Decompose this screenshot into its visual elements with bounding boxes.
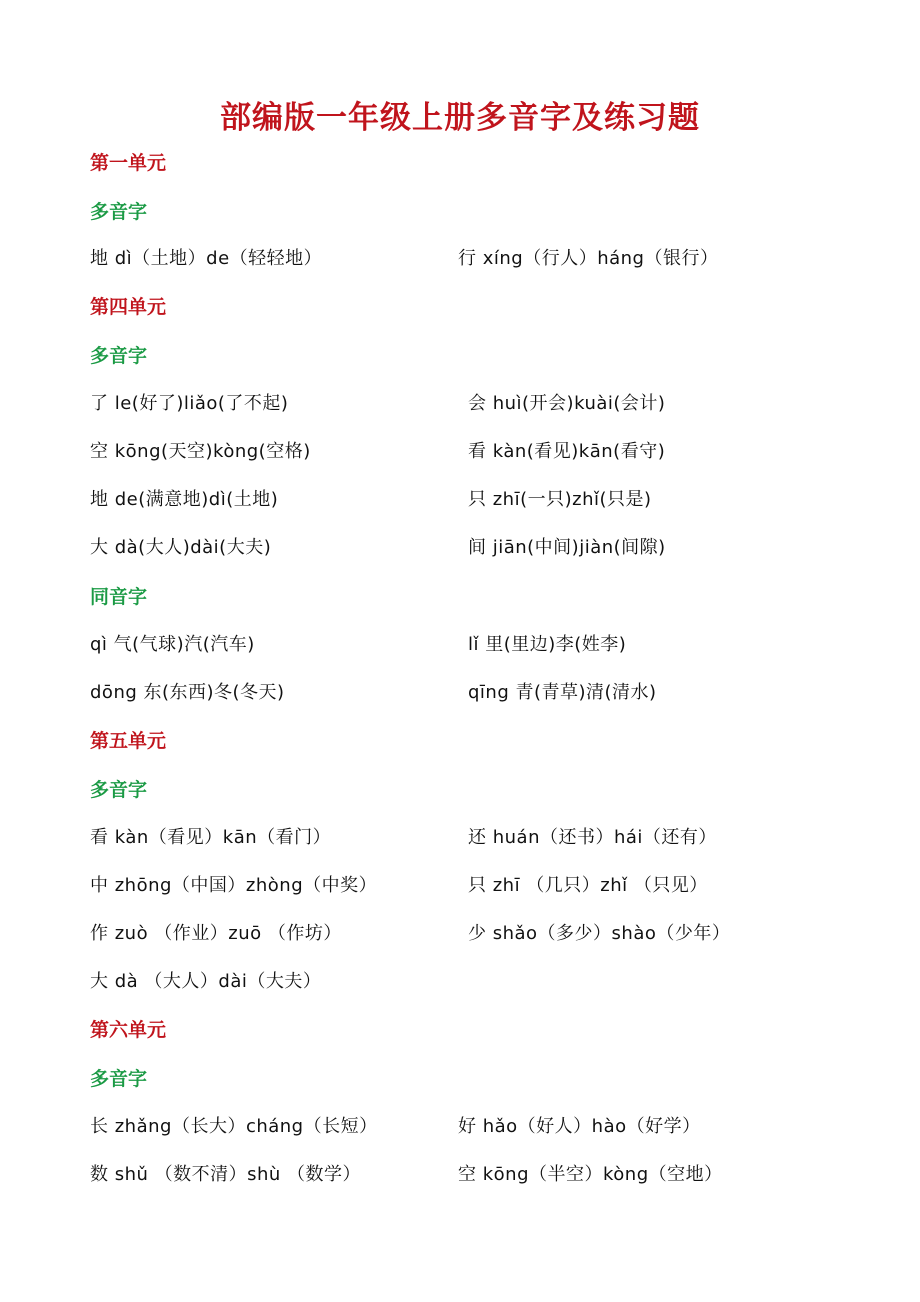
entry-left: 中 zhōng（中国）zhòng（中奖） (90, 875, 378, 896)
entry-row (0, 533, 920, 563)
entry-left: 了 le(好了)liǎo(了不起) (90, 393, 289, 414)
entry-row (0, 485, 920, 515)
entry-right: qīng 青(青草)清(清水) (468, 682, 657, 703)
unit-heading-5: 第五单元 (90, 730, 167, 752)
unit-heading-6: 第六单元 (90, 1019, 167, 1041)
category-heading-homophone: 同音字 (90, 586, 148, 608)
entry-row (0, 871, 920, 901)
entry-right: 会 huì(开会)kuài(会计) (468, 393, 666, 414)
entry-row (0, 678, 920, 708)
entry-row (0, 1112, 920, 1142)
unit-heading-4: 第四单元 (90, 296, 167, 318)
entry-left: 长 zhǎng（长大）cháng（长短） (90, 1116, 378, 1137)
category-heading-polyphone: 多音字 (90, 345, 148, 367)
entry-right: 还 huán（还书）hái（还有） (468, 827, 717, 848)
entry-right: 只 zhī(一只)zhǐ(只是) (468, 489, 652, 510)
category-heading-polyphone: 多音字 (90, 1068, 148, 1090)
entry-left: 地 dì（土地）de（轻轻地） (90, 248, 323, 269)
entry-left: 大 dà （大人）dài（大夫） (90, 971, 322, 992)
entry-left: 数 shǔ （数不清）shù （数学） (90, 1164, 362, 1185)
entry-row (0, 823, 920, 853)
entry-row (0, 630, 920, 660)
entry-row (0, 244, 920, 274)
entry-left: 看 kàn（看见）kān（看门） (90, 827, 332, 848)
entry-right: 少 shǎo（多少）shào（少年） (468, 923, 731, 944)
entry-row (0, 437, 920, 467)
unit-heading-1: 第一单元 (90, 152, 167, 174)
entry-right: 行 xíng（行人）háng（银行） (458, 248, 719, 269)
entry-right: 看 kàn(看见)kān(看守) (468, 441, 666, 462)
entry-left: 空 kōng(天空)kòng(空格) (90, 441, 311, 462)
entry-row (0, 919, 920, 949)
category-heading-polyphone: 多音字 (90, 779, 148, 801)
page-title: 部编版一年级上册多音字及练习题 (220, 100, 700, 136)
entry-row (0, 1160, 920, 1190)
category-heading-polyphone: 多音字 (90, 201, 148, 223)
entry-right: 只 zhī （几只）zhǐ （只见） (468, 875, 708, 896)
entry-left: 作 zuò （作业）zuō （作坊） (90, 923, 342, 944)
entry-left: 大 dà(大人)dài(大夫) (90, 537, 272, 558)
entry-row (0, 967, 920, 997)
entry-left: 地 de(满意地)dì(土地) (90, 489, 279, 510)
entry-right: 空 kōng（半空）kòng（空地） (458, 1164, 723, 1185)
entry-right: lǐ 里(里边)李(姓李) (468, 634, 627, 655)
entry-left: qì 气(气球)汽(汽车) (90, 634, 255, 655)
entry-row (0, 389, 920, 419)
entry-right: 间 jiān(中间)jiàn(间隙) (468, 537, 666, 558)
entry-left: dōng 东(东西)冬(冬天) (90, 682, 285, 703)
entry-right: 好 hǎo（好人）hào（好学） (458, 1116, 701, 1137)
